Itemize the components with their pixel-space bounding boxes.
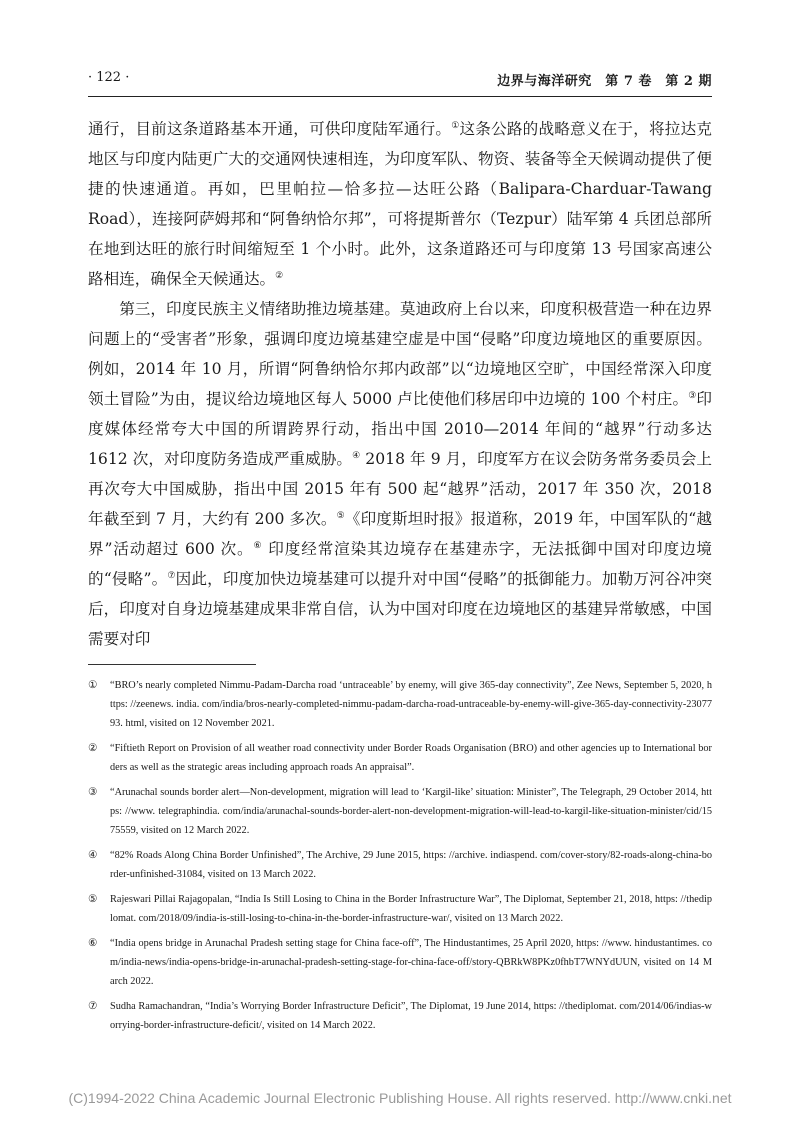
footnote-ref-3[interactable]: ③ <box>688 391 697 401</box>
paragraph-1: 通行，目前这条道路基本开通，可供印度陆军通行。①这条公路的战略意义在于，将拉达克地区与印度内陆更广大的交通网快速相连，为印度军队、物资、装备等全天候调动提供了便捷的快速通道。再如，巴里帕拉—恰多拉—达旺公路（Balipara-Charduar-Tawang Road），连接阿萨姆邦和“阿鲁纳恰尔邦”，可将提斯普尔（Tezpur）陆军第 4 兵团总部所在地到达旺的旅行时间缩短至 1 个小时。此外，这条道路还可与印度第 13 号国家高速公路相连，确保全天候通达。② <box>88 120 712 288</box>
footnote-5: ⑤ Rajeswari Pillai Rajagopalan, “India Is Still Losing to China in the Border Infrastructure War”, The Diplomat, September 21, 2018, https: //thediplomat. com/2018/09/india-is-still-losing-to-china-in-the-border-infrastructure-war/, visited on 13 March 2022. <box>88 894 712 924</box>
footnote-ref-5[interactable]: ⑤ <box>336 511 345 521</box>
body-text <box>88 114 712 654</box>
footnote-6: ⑥ “India opens bridge in Arunachal Pradesh setting stage for China face-off”, The Hindustantimes, 25 April 2020, https: //www. hindustantimes. com/india-news/india-opens-bridge-in-arunachal-pradesh-setting-stage-for-china-face-off/story-QBRkW8PKz0fhbT7WNYdUUN, visited on 14 March 2022. <box>88 938 712 987</box>
footnote-ref-7[interactable]: ⑦ <box>167 571 176 581</box>
footnote-divider <box>88 664 256 665</box>
footnote-ref-1[interactable]: ① <box>451 121 460 131</box>
footnote-1: ① “BRO’s nearly completed Nimmu-Padam-Darcha road ‘untraceable’ by enemy, will give 365-day connectivity”, Zee News, September 5, 2020, https: //zeenews. india. com/india/bros-nearly-completed-nimmu-padam-darcha-road-untraceable-by-enemy-will-give-365-day-connectivity-2307793. html, visited on 12 November 2021. <box>88 680 712 729</box>
paragraph-2: 第三，印度民族主义情绪助推边境基建。莫迪政府上台以来，印度积极营造一种在边界问题上的“受害者”形象，强调印度边境基建空虚是中国“侵略”印度边境地区的重要原因。例如，2014 年 10 月，所谓“阿鲁纳恰尔邦内政部”以“边境地区空旷，中国经常深入印度领土冒险”为由，提议给边境地区每人 5000 卢比使他们移居印中边境的 100 个村庄。③印度媒体经常夸大中国的所谓跨界行动，指出中国 2010—2014 年间的“越界”行动多达 1612 次，对印度防务造成严重威胁。④ 2018 年 9 月，印度军方在议会防务常务委员会上再次夸大中国威胁，指出中国 2015 年有 500 起“越界”活动，2017 年 350 次，2018 年截至到 7 月，大约有 200 多次。⑤《印度斯坦时报》报道称，2019 年，中国军队的“越界”活动超过 600 次。⑥ 印度经常渲染其边境存在基建赤字，无法抵御中国对印度边境的“侵略”。⑦因此，印度加快边境基建可以提升对中国“侵略”的抵御能力。加勒万河谷冲突后，印度对自身边境基建成果非常自信，认为中国对印度在边境地区的基建异常敏感，中国需要对印 <box>88 300 713 648</box>
copyright-notice: (C)1994-2022 China Academic Journal Electronic Publishing House. All rights reserved. http://www.cnki.net <box>68 1090 732 1106</box>
footnote-ref-6[interactable]: ⑥ <box>253 541 263 551</box>
page-number: · 122 · <box>88 70 130 85</box>
journal-title: 边界与海洋研究 第 7 卷 第 2 期 <box>497 74 712 89</box>
running-header <box>88 70 712 92</box>
footnote-3: ③ “Arunachal sounds border alert—Non-development, migration will lead to ‘Kargil-like’ situation: Minister”, The Telegraph, 29 October 2014, https: //www. telegraphindia. com/india/arunachal-sounds-border-alert-non-development-migration-will-lead-to-kargil-like-situation-minister/cid/1575559, visited on 12 March 2022. <box>88 787 712 836</box>
footnote-2: ② “Fiftieth Report on Provision of all weather road connectivity under Border Roads Organisation (BRO) and other agencies up to International borders as well as the strategic areas including approach roads An appraisal”. <box>88 743 712 773</box>
footnote-4: ④ “82% Roads Along China Border Unfinished”, The Archive, 29 June 2015, https: //archive. indiaspend. com/cover-story/82-roads-along-china-border-unfinished-31084, visited on 13 March 2022. <box>88 850 712 880</box>
footnote-ref-2[interactable]: ② <box>275 271 284 281</box>
footnotes <box>88 676 712 1041</box>
header-divider <box>88 96 712 97</box>
footnote-ref-4[interactable]: ④ <box>352 451 361 461</box>
footnote-7: ⑦ Sudha Ramachandran, “India’s Worrying Border Infrastructure Deficit”, The Diplomat, 19 June 2014, https: //thediplomat. com/2014/06/indias-worrying-border-infrastructure-deficit/, visited on 14 March 2022. <box>88 1001 712 1031</box>
